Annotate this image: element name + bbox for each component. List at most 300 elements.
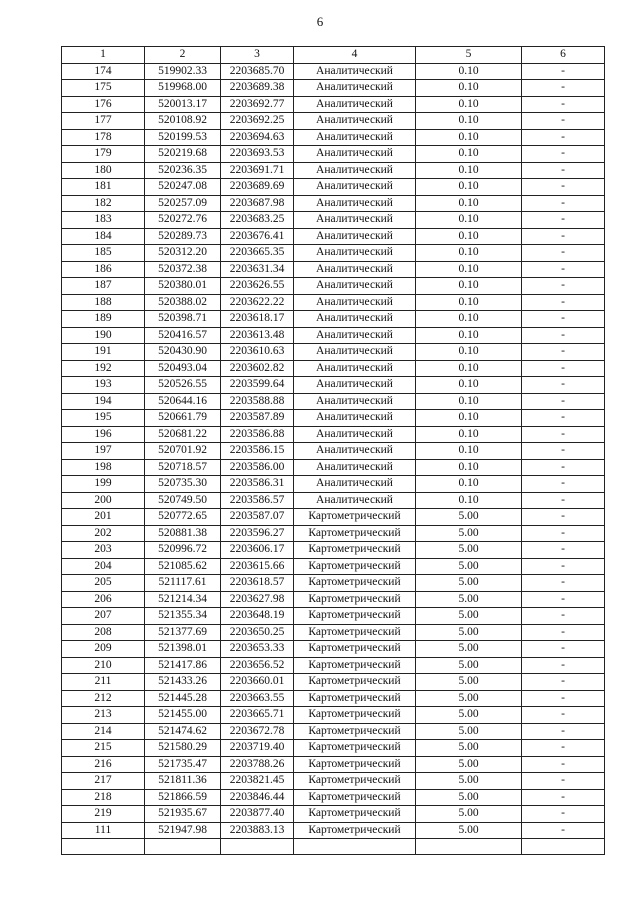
accuracy-cell: 5.00 [416, 509, 522, 526]
point-number-cell: 205 [62, 575, 145, 592]
note-cell: - [522, 509, 605, 526]
method-cell: Картометрический [294, 624, 416, 641]
note-cell: - [522, 525, 605, 542]
y-coordinate-cell: 2203627.98 [221, 591, 294, 608]
method-cell: Картометрический [294, 575, 416, 592]
point-number-cell: 216 [62, 756, 145, 773]
note-cell: - [522, 327, 605, 344]
method-cell: Аналитический [294, 261, 416, 278]
y-coordinate-cell: 2203683.25 [221, 212, 294, 229]
method-cell: Аналитический [294, 162, 416, 179]
x-coordinate-cell: 520749.50 [145, 492, 221, 509]
method-cell: Аналитический [294, 245, 416, 262]
point-number-cell: 187 [62, 278, 145, 295]
column-header: 6 [522, 47, 605, 64]
y-coordinate-cell: 2203685.70 [221, 63, 294, 80]
y-coordinate-cell: 2203613.48 [221, 327, 294, 344]
table-row [62, 789, 605, 806]
x-coordinate-cell: 520430.90 [145, 344, 221, 361]
y-coordinate-cell: 2203648.19 [221, 608, 294, 625]
note-cell: - [522, 228, 605, 245]
point-number-cell: 184 [62, 228, 145, 245]
method-cell: Картометрический [294, 591, 416, 608]
point-number-cell: 183 [62, 212, 145, 229]
note-cell: - [522, 129, 605, 146]
y-coordinate-cell: 2203687.98 [221, 195, 294, 212]
note-cell: - [522, 674, 605, 691]
y-coordinate-cell: 2203650.25 [221, 624, 294, 641]
y-coordinate-cell: 2203788.26 [221, 756, 294, 773]
note-cell: - [522, 212, 605, 229]
y-coordinate-cell: 2203689.69 [221, 179, 294, 196]
method-cell: Картометрический [294, 542, 416, 559]
note-cell: - [522, 690, 605, 707]
accuracy-cell: 0.10 [416, 278, 522, 295]
note-cell: - [522, 146, 605, 163]
y-coordinate-cell: 2203618.17 [221, 311, 294, 328]
page-number: 6 [316, 14, 324, 29]
table-row [62, 80, 605, 97]
y-coordinate-cell: 2203587.89 [221, 410, 294, 427]
y-coordinate-cell: 2203586.31 [221, 476, 294, 493]
y-coordinate-cell: 2203665.35 [221, 245, 294, 262]
table-row [62, 723, 605, 740]
method-cell: Аналитический [294, 212, 416, 229]
table-row [62, 558, 605, 575]
y-coordinate-cell: 2203692.25 [221, 113, 294, 130]
y-coordinate-cell: 2203665.71 [221, 707, 294, 724]
note-cell: - [522, 459, 605, 476]
note-cell: - [522, 492, 605, 509]
table-row [62, 525, 605, 542]
table-row [62, 278, 605, 295]
note-cell: - [522, 723, 605, 740]
accuracy-cell: 5.00 [416, 674, 522, 691]
accuracy-cell: 5.00 [416, 558, 522, 575]
note-cell: - [522, 789, 605, 806]
y-coordinate-cell: 2203610.63 [221, 344, 294, 361]
table-row [62, 674, 605, 691]
y-coordinate-cell: 2203606.17 [221, 542, 294, 559]
point-number-cell: 182 [62, 195, 145, 212]
table-row [62, 426, 605, 443]
method-cell: Аналитический [294, 195, 416, 212]
x-coordinate-cell: 521085.62 [145, 558, 221, 575]
table-row [62, 113, 605, 130]
y-coordinate-cell: 2203676.41 [221, 228, 294, 245]
note-cell: - [522, 162, 605, 179]
table-row [62, 344, 605, 361]
point-number-cell: 176 [62, 96, 145, 113]
table-row [62, 245, 605, 262]
x-coordinate-cell: 519902.33 [145, 63, 221, 80]
x-coordinate-cell: 520493.04 [145, 360, 221, 377]
x-coordinate-cell: 520236.35 [145, 162, 221, 179]
accuracy-cell: 5.00 [416, 641, 522, 658]
x-coordinate-cell: 520681.22 [145, 426, 221, 443]
point-number-cell: 178 [62, 129, 145, 146]
x-coordinate-cell: 521811.36 [145, 773, 221, 790]
method-cell: Аналитический [294, 96, 416, 113]
column-header: 5 [416, 47, 522, 64]
note-cell: - [522, 245, 605, 262]
accuracy-cell: 0.10 [416, 443, 522, 460]
note-cell: - [522, 360, 605, 377]
point-number-cell: 206 [62, 591, 145, 608]
x-coordinate-cell: 520372.38 [145, 261, 221, 278]
table-row [62, 410, 605, 427]
accuracy-cell: 0.10 [416, 179, 522, 196]
y-coordinate-cell: 2203719.40 [221, 740, 294, 757]
accuracy-cell: 5.00 [416, 624, 522, 641]
x-coordinate-cell: 521735.47 [145, 756, 221, 773]
table-row [62, 195, 605, 212]
accuracy-cell: 0.10 [416, 476, 522, 493]
table-row [62, 393, 605, 410]
x-coordinate-cell: 521214.34 [145, 591, 221, 608]
column-header: 3 [221, 47, 294, 64]
x-coordinate-cell: 521445.28 [145, 690, 221, 707]
method-cell: Аналитический [294, 113, 416, 130]
x-coordinate-cell: 520398.71 [145, 311, 221, 328]
note-cell: - [522, 624, 605, 641]
empty-cell [522, 839, 605, 855]
x-coordinate-cell: 521455.00 [145, 707, 221, 724]
accuracy-cell: 0.10 [416, 492, 522, 509]
accuracy-cell: 5.00 [416, 525, 522, 542]
accuracy-cell: 0.10 [416, 245, 522, 262]
point-number-cell: 211 [62, 674, 145, 691]
method-cell: Картометрический [294, 641, 416, 658]
accuracy-cell: 5.00 [416, 707, 522, 724]
method-cell: Аналитический [294, 327, 416, 344]
y-coordinate-cell: 2203586.15 [221, 443, 294, 460]
x-coordinate-cell: 520312.20 [145, 245, 221, 262]
x-coordinate-cell: 520416.57 [145, 327, 221, 344]
point-number-cell: 210 [62, 657, 145, 674]
point-number-cell: 214 [62, 723, 145, 740]
y-coordinate-cell: 2203596.27 [221, 525, 294, 542]
method-cell: Аналитический [294, 377, 416, 394]
point-number-cell: 203 [62, 542, 145, 559]
x-coordinate-cell: 520219.68 [145, 146, 221, 163]
table-row [62, 509, 605, 526]
method-cell: Картометрический [294, 723, 416, 740]
accuracy-cell: 0.10 [416, 377, 522, 394]
x-coordinate-cell: 520013.17 [145, 96, 221, 113]
table-header [62, 47, 605, 64]
method-cell: Аналитический [294, 344, 416, 361]
point-number-cell: 212 [62, 690, 145, 707]
note-cell: - [522, 410, 605, 427]
accuracy-cell: 5.00 [416, 723, 522, 740]
note-cell: - [522, 344, 605, 361]
method-cell: Картометрический [294, 707, 416, 724]
accuracy-cell: 0.10 [416, 63, 522, 80]
x-coordinate-cell: 521866.59 [145, 789, 221, 806]
method-cell: Картометрический [294, 690, 416, 707]
empty-cell [294, 839, 416, 855]
point-number-cell: 192 [62, 360, 145, 377]
point-number-cell: 177 [62, 113, 145, 130]
accuracy-cell: 5.00 [416, 806, 522, 823]
note-cell: - [522, 179, 605, 196]
table-row [62, 63, 605, 80]
column-header: 1 [62, 47, 145, 64]
y-coordinate-cell: 2203821.45 [221, 773, 294, 790]
x-coordinate-cell: 520735.30 [145, 476, 221, 493]
y-coordinate-cell: 2203672.78 [221, 723, 294, 740]
point-number-cell: 196 [62, 426, 145, 443]
table-row [62, 146, 605, 163]
method-cell: Аналитический [294, 294, 416, 311]
note-cell: - [522, 261, 605, 278]
table-row [62, 707, 605, 724]
x-coordinate-cell: 520526.55 [145, 377, 221, 394]
method-cell: Аналитический [294, 80, 416, 97]
point-number-cell: 195 [62, 410, 145, 427]
x-coordinate-cell: 520996.72 [145, 542, 221, 559]
y-coordinate-cell: 2203656.52 [221, 657, 294, 674]
y-coordinate-cell: 2203631.34 [221, 261, 294, 278]
y-coordinate-cell: 2203653.33 [221, 641, 294, 658]
point-number-cell: 207 [62, 608, 145, 625]
note-cell: - [522, 558, 605, 575]
accuracy-cell: 0.10 [416, 113, 522, 130]
accuracy-cell: 5.00 [416, 575, 522, 592]
accuracy-cell: 5.00 [416, 608, 522, 625]
coordinates-table [61, 46, 605, 855]
note-cell: - [522, 740, 605, 757]
note-cell: - [522, 641, 605, 658]
method-cell: Аналитический [294, 492, 416, 509]
method-cell: Картометрический [294, 608, 416, 625]
table-row [62, 575, 605, 592]
accuracy-cell: 0.10 [416, 410, 522, 427]
x-coordinate-cell: 520881.38 [145, 525, 221, 542]
accuracy-cell: 5.00 [416, 740, 522, 757]
table-row [62, 492, 605, 509]
note-cell: - [522, 377, 605, 394]
accuracy-cell: 5.00 [416, 756, 522, 773]
note-cell: - [522, 426, 605, 443]
table-row [62, 162, 605, 179]
y-coordinate-cell: 2203689.38 [221, 80, 294, 97]
x-coordinate-cell: 521398.01 [145, 641, 221, 658]
note-cell: - [522, 707, 605, 724]
accuracy-cell: 5.00 [416, 773, 522, 790]
x-coordinate-cell: 520108.92 [145, 113, 221, 130]
table-row [62, 212, 605, 229]
point-number-cell: 179 [62, 146, 145, 163]
y-coordinate-cell: 2203615.66 [221, 558, 294, 575]
y-coordinate-cell: 2203599.64 [221, 377, 294, 394]
table-row [62, 806, 605, 823]
table-row [62, 377, 605, 394]
table-row [62, 542, 605, 559]
note-cell: - [522, 80, 605, 97]
method-cell: Аналитический [294, 146, 416, 163]
y-coordinate-cell: 2203660.01 [221, 674, 294, 691]
point-number-cell: 202 [62, 525, 145, 542]
header-row [62, 47, 605, 64]
accuracy-cell: 0.10 [416, 195, 522, 212]
method-cell: Картометрический [294, 509, 416, 526]
accuracy-cell: 0.10 [416, 459, 522, 476]
y-coordinate-cell: 2203693.53 [221, 146, 294, 163]
point-number-cell: 199 [62, 476, 145, 493]
note-cell: - [522, 773, 605, 790]
point-number-cell: 200 [62, 492, 145, 509]
table-row [62, 657, 605, 674]
note-cell: - [522, 591, 605, 608]
table-body [62, 63, 605, 855]
note-cell: - [522, 294, 605, 311]
x-coordinate-cell: 521947.98 [145, 822, 221, 839]
x-coordinate-cell: 521433.26 [145, 674, 221, 691]
x-coordinate-cell: 520661.79 [145, 410, 221, 427]
method-cell: Аналитический [294, 179, 416, 196]
method-cell: Картометрический [294, 558, 416, 575]
note-cell: - [522, 113, 605, 130]
empty-row [62, 839, 605, 855]
y-coordinate-cell: 2203618.57 [221, 575, 294, 592]
table-row [62, 261, 605, 278]
note-cell: - [522, 575, 605, 592]
point-number-cell: 174 [62, 63, 145, 80]
point-number-cell: 175 [62, 80, 145, 97]
accuracy-cell: 0.10 [416, 146, 522, 163]
y-coordinate-cell: 2203586.88 [221, 426, 294, 443]
x-coordinate-cell: 520772.65 [145, 509, 221, 526]
point-number-cell: 197 [62, 443, 145, 460]
note-cell: - [522, 96, 605, 113]
x-coordinate-cell: 521417.86 [145, 657, 221, 674]
empty-cell [221, 839, 294, 855]
accuracy-cell: 0.10 [416, 344, 522, 361]
y-coordinate-cell: 2203694.63 [221, 129, 294, 146]
note-cell: - [522, 476, 605, 493]
table-row [62, 690, 605, 707]
table-row [62, 641, 605, 658]
point-number-cell: 180 [62, 162, 145, 179]
accuracy-cell: 0.10 [416, 261, 522, 278]
note-cell: - [522, 657, 605, 674]
column-header: 2 [145, 47, 221, 64]
point-number-cell: 193 [62, 377, 145, 394]
method-cell: Картометрический [294, 525, 416, 542]
point-number-cell: 204 [62, 558, 145, 575]
x-coordinate-cell: 520247.08 [145, 179, 221, 196]
x-coordinate-cell: 521580.29 [145, 740, 221, 757]
x-coordinate-cell: 521355.34 [145, 608, 221, 625]
method-cell: Картометрический [294, 756, 416, 773]
y-coordinate-cell: 2203588.88 [221, 393, 294, 410]
x-coordinate-cell: 520388.02 [145, 294, 221, 311]
point-number-cell: 201 [62, 509, 145, 526]
table-row [62, 756, 605, 773]
point-number-cell: 208 [62, 624, 145, 641]
point-number-cell: 190 [62, 327, 145, 344]
point-number-cell: 191 [62, 344, 145, 361]
y-coordinate-cell: 2203691.71 [221, 162, 294, 179]
x-coordinate-cell: 520644.16 [145, 393, 221, 410]
method-cell: Аналитический [294, 228, 416, 245]
method-cell: Картометрический [294, 674, 416, 691]
method-cell: Аналитический [294, 476, 416, 493]
accuracy-cell: 5.00 [416, 822, 522, 839]
y-coordinate-cell: 2203626.55 [221, 278, 294, 295]
accuracy-cell: 5.00 [416, 789, 522, 806]
method-cell: Аналитический [294, 63, 416, 80]
y-coordinate-cell: 2203692.77 [221, 96, 294, 113]
y-coordinate-cell: 2203586.57 [221, 492, 294, 509]
y-coordinate-cell: 2203846.44 [221, 789, 294, 806]
point-number-cell: 213 [62, 707, 145, 724]
method-cell: Картометрический [294, 822, 416, 839]
table-row [62, 822, 605, 839]
y-coordinate-cell: 2203587.07 [221, 509, 294, 526]
x-coordinate-cell: 520257.09 [145, 195, 221, 212]
point-number-cell: 111 [62, 822, 145, 839]
method-cell: Картометрический [294, 773, 416, 790]
point-number-cell: 198 [62, 459, 145, 476]
accuracy-cell: 0.10 [416, 393, 522, 410]
point-number-cell: 185 [62, 245, 145, 262]
x-coordinate-cell: 520272.76 [145, 212, 221, 229]
note-cell: - [522, 806, 605, 823]
empty-cell [62, 839, 145, 855]
note-cell: - [522, 278, 605, 295]
accuracy-cell: 5.00 [416, 591, 522, 608]
method-cell: Картометрический [294, 657, 416, 674]
accuracy-cell: 0.10 [416, 360, 522, 377]
table-row [62, 476, 605, 493]
point-number-cell: 186 [62, 261, 145, 278]
note-cell: - [522, 393, 605, 410]
x-coordinate-cell: 521935.67 [145, 806, 221, 823]
x-coordinate-cell: 521117.61 [145, 575, 221, 592]
accuracy-cell: 0.10 [416, 294, 522, 311]
point-number-cell: 215 [62, 740, 145, 757]
x-coordinate-cell: 520289.73 [145, 228, 221, 245]
table-row [62, 740, 605, 757]
note-cell: - [522, 63, 605, 80]
accuracy-cell: 0.10 [416, 426, 522, 443]
method-cell: Картометрический [294, 789, 416, 806]
accuracy-cell: 0.10 [416, 129, 522, 146]
x-coordinate-cell: 520718.57 [145, 459, 221, 476]
accuracy-cell: 5.00 [416, 542, 522, 559]
note-cell: - [522, 195, 605, 212]
point-number-cell: 188 [62, 294, 145, 311]
method-cell: Аналитический [294, 311, 416, 328]
note-cell: - [522, 822, 605, 839]
table-row [62, 608, 605, 625]
table-row [62, 327, 605, 344]
y-coordinate-cell: 2203663.55 [221, 690, 294, 707]
column-header: 4 [294, 47, 416, 64]
table-row [62, 129, 605, 146]
empty-cell [145, 839, 221, 855]
point-number-cell: 219 [62, 806, 145, 823]
accuracy-cell: 0.10 [416, 80, 522, 97]
table-row [62, 311, 605, 328]
y-coordinate-cell: 2203602.82 [221, 360, 294, 377]
note-cell: - [522, 756, 605, 773]
table-row [62, 179, 605, 196]
point-number-cell: 217 [62, 773, 145, 790]
